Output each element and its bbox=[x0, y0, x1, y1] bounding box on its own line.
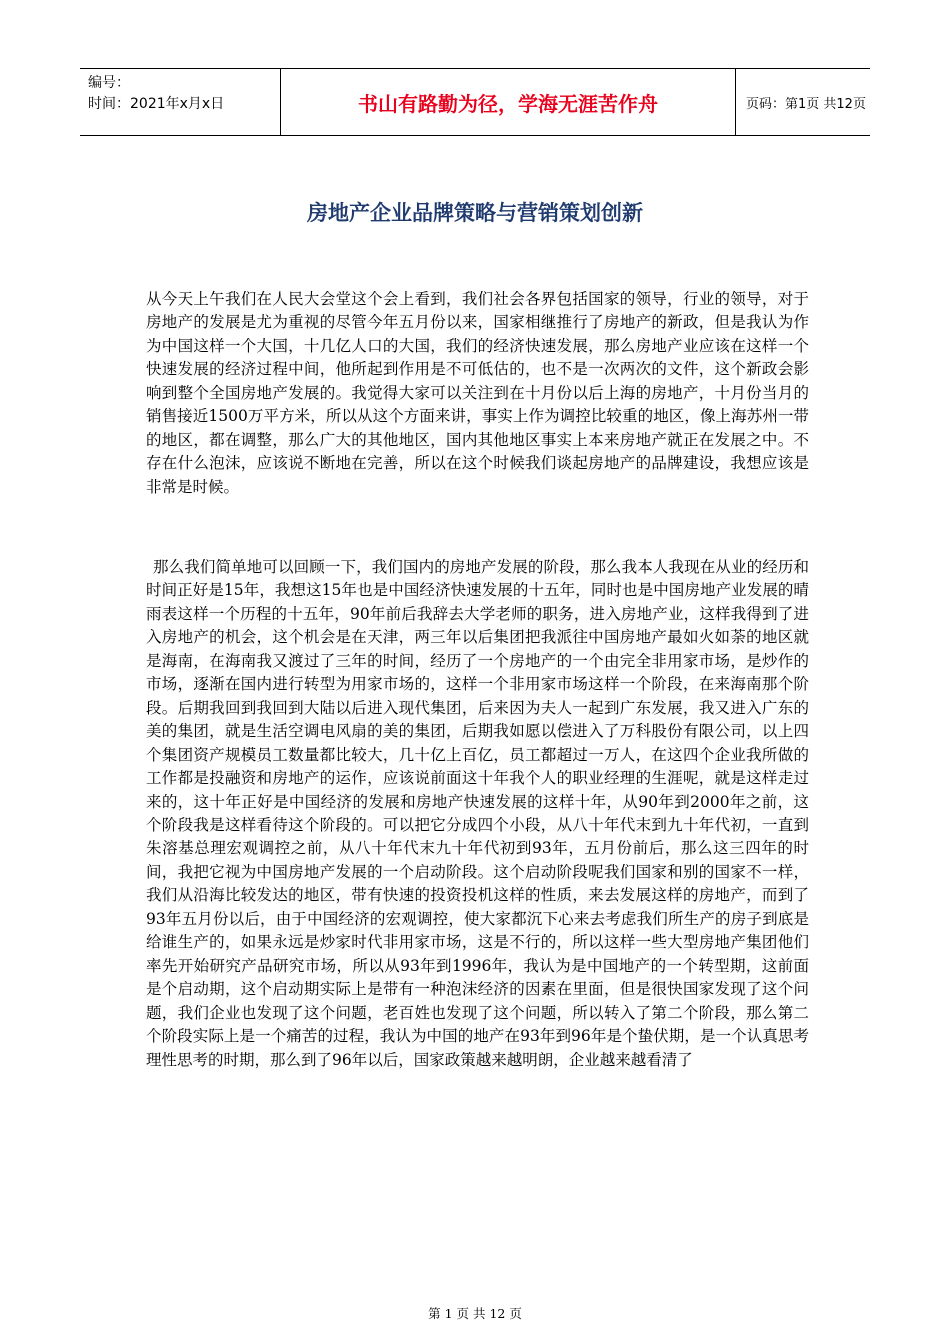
document-date-label: 时间：2021年x月x日 bbox=[88, 96, 225, 112]
body-paragraph: 那么我们简单地可以回顾一下，我们国内的房地产发展的阶段，那么我本人我现在从业的经历和时间正好是15年，我想这15年也是中国经济快速发展的十五年，同时也是中国房地产业发展的晴雨表这样一个历程的十五年，90年前后我辞去大学老师的职务，进入房地产业，这样我得到了进入房地产的机会，这个机会是在天津，两三年以后集团把我派往中国房地产最如火如荼的地区就是海南，在海南我又渡过了三年的时间，经历了一个房地产的一个由完全非用家市场，是炒作的市场，逐渐在国内进行转型为用家市场的，这样一个非用家市场这样一个阶段，在来海南那个阶段。后期我回到我回到大陆以后进入现代集团，后来因为夫人一起到广东发展，我又进入广东的美的集团，就是生活空调电风扇的美的集团，后期我如愿以偿进入了万科股份有限公司，以上四个集团资产规模员工数量都比较大，几十亿上百亿，员工都超过一万人，在这四个企业我所做的工作都是投融资和房地产的运作，应该说前面这十年我个人的职业经理的生涯呢，就是这样走过来的，这十年正好是中国经济的发展和房地产快速发展的这样十年，从90年到2000年之前，这个阶段我是这样看待这个阶段的。可以把它分成四个小段，从八十年代末到九十年代初，一直到朱溶基总理宏观调控之前，从八十年代末九十年代初到93年，五月份前后，那么这三四年的时间，我把它视为中国房地产发展的一个启动阶段。这个启动阶段呢我们国家和别的国家不一样，我们从沿海比较发达的地区，带有快速的投资投机这样的性质，来去发展这样的房地产，而到了93年五月份以后，由于中国经济的宏观调控，使大家都沉下心来去考虑我们所生产的房子到底是给谁生产的，如果永远是炒家时代非用家市场，这是不行的，所以这样一些大型房地产集团他们率先开始研究产品研究市场，所以从93年到1996年，我认为是中国地产的一个转型期，这前面是个启动期，这个启动期实际上是带有一种泡沫经济的因素在里面，但是很快国家发现了这个问题，我们企业也发现了这个问题，老百姓也发现了这个问题，所以转入了第二个阶段，那么第二个阶段实际上是一个痛苦的过程，我认为中国的地产在93年到96年是个蛰伏期，是一个认真思考理性思考的时期，那么到了96年以后，国家政策越来越明朗，企业越来越看清了 bbox=[146, 558, 809, 1069]
document-number-label: 编号： bbox=[88, 75, 130, 91]
header-page-number: 页码：第1页 共12页 bbox=[746, 96, 866, 112]
body-paragraph: 从今天上午我们在人民大会堂这个会上看到，我们社会各界包括国家的领导，行业的领导，对于房地产的发展是尤为重视的尽管今年五月份以来，国家相继推行了房地产的新政，但是我认为作为中国这样一个大国，十几亿人口的大国，我们的经济快速发展，那么房地产业应该在这样一个快速发展的经济过程中间，他所起到作用是不可低估的，也不是一次两次的文件，这个新政会影响到整个全国房地产发展的。我觉得大家可以关注到在十月份以后上海的房地产，十月份当月的销售接近1500万平方米，所以从这个方面来讲，事实上作为调控比较重的地区，像上海苏州一带的地区，都在调整，那么广大的其他地区，国内其他地区事实上本来房地产就正在发展之中。不存在什么泡沫，应该说不断地在完善，所以在这个时候我们谈起房地产的品牌建设，我想应该是非常是时候。 bbox=[146, 290, 809, 496]
header-meta bbox=[80, 69, 280, 135]
header-motto: 书山有路勤为径，学海无涯苦作舟 bbox=[280, 69, 736, 135]
document-title: 房地产企业品牌策略与营销策划创新 bbox=[307, 201, 643, 225]
page-header bbox=[80, 68, 870, 136]
page-footer: 第 1 页 共 12 页 bbox=[428, 1306, 522, 1321]
